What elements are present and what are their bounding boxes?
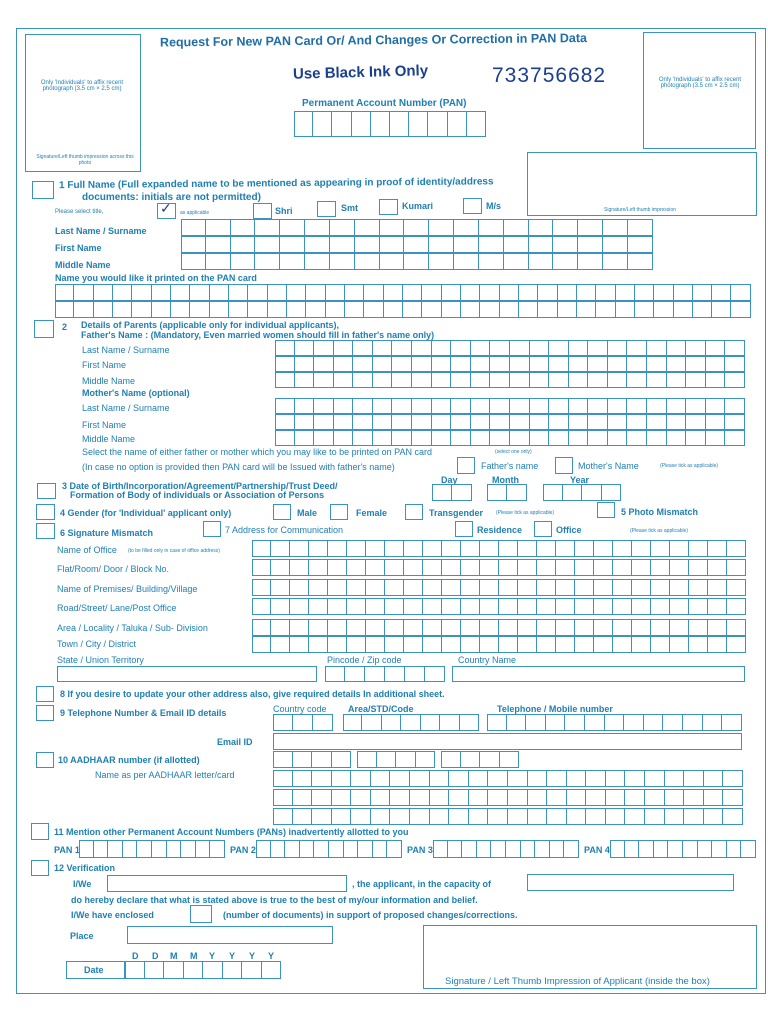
pan4-grid[interactable] (610, 840, 756, 858)
section3-heading: 3 Date of Birth/Incorporation/Agreement/Partnership/Trust Deed/ (62, 481, 338, 491)
area-label: Area / Locality / Taluka / Sub- Division (57, 623, 208, 633)
middle-name-label: Middle Name (55, 260, 111, 270)
pan-number-grid[interactable] (294, 111, 486, 137)
email-label: Email ID (217, 737, 253, 747)
select-one-note: (select one only) (495, 449, 532, 455)
mother-first-grid[interactable] (275, 414, 745, 430)
father-heading: Father's Name : (Mandatory, Even married women should fill in father's name only) (81, 330, 435, 340)
residence-label: Residence (477, 525, 523, 535)
aadhaar-name-grid-1[interactable] (273, 770, 743, 787)
section10-checkbox[interactable] (36, 752, 54, 768)
date-format-d2: D (152, 951, 159, 961)
aadhaar-grid-3[interactable] (441, 751, 519, 768)
father-first-label: First Name (82, 360, 127, 370)
mother-middle-label: Middle Name (82, 434, 136, 444)
section12-checkbox[interactable] (31, 860, 49, 876)
title-smt-checkbox[interactable] (317, 201, 336, 217)
form-number: 733756682 (492, 64, 607, 87)
mother-heading: Mother's Name (optional) (82, 388, 190, 398)
father-option-label: Father's name (481, 461, 539, 471)
as-applicable-note: as applicable (180, 210, 210, 216)
pan1-label: PAN 1 (54, 845, 80, 855)
verification-heading: 12 Verification (54, 863, 116, 873)
case-text: (In case no option is provided then PAN card will be Issued with father's name) (82, 462, 395, 472)
select-name-text: Select the name of either father or mother which you may like to be printed on PAN card (82, 447, 433, 457)
dob-day-grid[interactable] (432, 484, 472, 501)
office-name-note: (to be filled only in case of office address) (128, 548, 220, 554)
section4-heading: 4 Gender (for 'Individual' applicant only) (60, 508, 232, 518)
father-middle-label: Middle Name (82, 376, 136, 386)
print-name-grid-row1[interactable] (55, 284, 751, 301)
father-first-grid[interactable] (275, 356, 745, 372)
first-name-label: First Name (55, 243, 102, 253)
declaration-text: do hereby declare that what is stated above is true to the best of my/our information and belief. (71, 895, 478, 905)
section2-heading: Details of Parents (applicable only for individual applicants), (81, 320, 340, 330)
premises-grid[interactable] (252, 579, 746, 596)
title-smt: Smt (341, 203, 359, 213)
pan3-grid[interactable] (433, 840, 579, 858)
state-label: State / Union Territory (57, 655, 144, 665)
pincode-grid[interactable] (325, 666, 445, 682)
town-grid[interactable] (252, 636, 746, 653)
phone-grid[interactable] (487, 714, 742, 731)
office-checkbox[interactable] (534, 521, 552, 537)
gender-male-checkbox[interactable] (273, 504, 291, 520)
signature-note-left: Signature/Left thumb impression across this photo (36, 154, 134, 166)
father-middle-grid[interactable] (275, 372, 745, 388)
pan2-grid[interactable] (256, 840, 402, 858)
aadhaar-grid-1[interactable] (273, 751, 351, 768)
capacity-label: , the applicant, in the capacity of (352, 879, 492, 889)
applicant-signature-label: Signature / Left Thumb Impression of Applicant (inside the box) (445, 976, 710, 987)
enclosed-label: I/We have enclosed (71, 910, 154, 920)
section1-heading: 1 Full Name (Full expanded name to be mentioned as appearing in proof of identity/address (58, 176, 494, 192)
iwe-label: I/We (73, 879, 92, 889)
pan3-label: PAN 3 (407, 845, 433, 855)
flat-grid[interactable] (252, 559, 746, 576)
title-ms: M/s (486, 201, 502, 211)
date-format-m1: M (170, 951, 178, 961)
mother-option-checkbox[interactable] (555, 457, 573, 474)
dob-year-grid[interactable] (543, 484, 621, 501)
section7-checkbox[interactable] (203, 521, 221, 537)
date-label: Date (84, 965, 104, 975)
section2-checkbox[interactable] (34, 320, 54, 338)
tick-note-7: (Please tick as applicable) (630, 528, 689, 534)
title-kumari: Kumari (402, 201, 434, 211)
mother-last-grid[interactable] (275, 398, 745, 414)
pan2-label: PAN 2 (230, 845, 256, 855)
father-last-grid[interactable] (275, 340, 745, 356)
section8-text: 8 If you desire to update your other address also, give required details In additional sheet. (60, 689, 445, 699)
father-option-checkbox[interactable] (457, 457, 475, 474)
title-shri-checkbox[interactable] (253, 203, 272, 219)
country-code-grid[interactable] (273, 714, 333, 731)
select-title-note: Please select title, (55, 209, 104, 215)
section1-checkbox[interactable] (32, 181, 54, 199)
title-shri: Shri (275, 206, 293, 216)
phone-label: Telephone / Mobile number (497, 704, 613, 714)
gender-female-label: Female (356, 508, 388, 518)
father-last-label: Last Name / Surname (82, 345, 170, 355)
section3-heading2: Formation of Body of individuals or Association of Persons (70, 490, 325, 500)
aadhaar-grid-2[interactable] (357, 751, 435, 768)
road-grid[interactable] (252, 598, 746, 615)
first-name-grid[interactable] (181, 236, 653, 253)
mother-option-label: Mother's Name (578, 461, 639, 471)
email-field[interactable] (273, 733, 742, 750)
date-format-y4: Y (268, 951, 275, 961)
area-code-label: Area/STD/Code (348, 704, 414, 714)
photo-note-left: Only 'Individuals' to affix recent photograph (3.5 cm × 2.5 cm) (40, 80, 124, 92)
capacity-field[interactable] (527, 874, 734, 891)
area-grid[interactable] (252, 619, 746, 636)
last-name-grid[interactable] (181, 219, 653, 236)
premises-label: Name of Premises/ Building/Village (57, 584, 198, 594)
dob-month-grid[interactable] (487, 484, 527, 501)
last-name-label: Last Name / Surname (55, 226, 147, 236)
tick-note-4: (Please tick as applicable) (496, 510, 555, 516)
place-field[interactable] (127, 926, 333, 944)
applicant-name-field[interactable] (107, 875, 347, 892)
tick-note-2: (Please tick as applicable) (660, 463, 719, 469)
country-code-label: Country code (273, 704, 327, 714)
mother-middle-grid[interactable] (275, 430, 745, 446)
road-label: Road/Street/ Lane/Post Office (57, 603, 177, 613)
date-format-m2: M (190, 951, 198, 961)
section8-checkbox[interactable] (36, 686, 54, 702)
office-label: Office (556, 525, 582, 535)
aadhaar-name-grid-2[interactable] (273, 789, 743, 806)
section1-heading2: documents: initials are not permitted) (82, 192, 261, 203)
pan4-label: PAN 4 (584, 845, 610, 855)
mother-first-label: First Name (82, 420, 127, 430)
pincode-label: Pincode / Zip code (327, 655, 402, 665)
documents-count-box[interactable] (190, 905, 212, 923)
dob-day-label: Day (441, 475, 458, 485)
gender-transgender-label: Transgender (429, 508, 484, 518)
date-format-d1: D (132, 951, 139, 961)
photo-mismatch-checkbox[interactable] (597, 502, 615, 518)
signature-note-right: Signature/Left thumb impression (604, 207, 676, 213)
dob-year-label: Year (570, 475, 590, 485)
title-ms-checkbox[interactable] (463, 198, 482, 214)
print-name-label: Name you would like it printed on the PAN card (55, 273, 257, 283)
section3-checkbox[interactable] (37, 483, 56, 499)
gender-male-label: Male (297, 508, 318, 518)
tick-icon: ✓ (160, 200, 172, 216)
section9-heading: 9 Telephone Number & Email ID details (60, 708, 227, 718)
section2-number: 2 (62, 322, 68, 332)
residence-checkbox[interactable] (455, 521, 473, 537)
photo-box-right[interactable] (643, 32, 756, 149)
section9-checkbox[interactable] (36, 705, 54, 721)
section6-checkbox[interactable] (36, 523, 55, 539)
date-format-y2: Y (229, 951, 236, 961)
area-code-grid[interactable] (343, 714, 479, 731)
title-kumari-checkbox[interactable] (379, 199, 398, 215)
pan1-grid[interactable] (79, 840, 225, 858)
section11-checkbox[interactable] (31, 823, 49, 840)
print-name-grid-row2[interactable] (55, 301, 751, 318)
country-label: Country Name (458, 655, 517, 665)
town-label: Town / City / District (57, 639, 137, 649)
dob-month-label: Month (492, 475, 519, 485)
date-grid[interactable] (125, 961, 281, 979)
photo-note-right: Only 'Individuals' to affix recent photograph (3.5 cm × 2.5 cm) (658, 77, 742, 89)
state-field[interactable] (57, 666, 317, 682)
aadhaar-name-label: Name as per AADHAAR letter/card (95, 770, 235, 780)
ink-note: Use Black Ink Only (292, 62, 429, 83)
section11-heading: 11 Mention other Permanent Account Numbers (PANs) inadvertently allotted to you (54, 827, 409, 837)
form-title: Request For New PAN Card Or/ And Changes Or Correction in PAN Data (159, 30, 587, 50)
aadhaar-name-grid-3[interactable] (273, 808, 743, 825)
flat-label: Flat/Room/ Door / Block No. (57, 564, 170, 574)
middle-name-grid[interactable] (181, 253, 653, 270)
date-format-y3: Y (249, 951, 256, 961)
office-name-grid[interactable] (252, 540, 746, 557)
mother-last-label: Last Name / Surname (82, 403, 170, 413)
place-label: Place (70, 931, 94, 941)
aadhaar-heading: 10 AADHAAR number (if allotted) (58, 755, 200, 765)
country-field[interactable] (452, 666, 745, 682)
documents-text: (number of documents) in support of proposed changes/corrections. (223, 910, 518, 920)
photo-box-left[interactable] (25, 34, 141, 172)
office-name-label: Name of Office (57, 545, 117, 555)
gender-female-checkbox[interactable] (330, 504, 348, 520)
signature-mismatch-label: 6 Signature Mismatch (60, 528, 154, 538)
photo-mismatch-label: 5 Photo Mismatch (621, 507, 699, 517)
pan-label: Permanent Account Number (PAN) (302, 98, 467, 109)
gender-transgender-checkbox[interactable] (405, 504, 423, 520)
address-communication-label: 7 Address for Communication (225, 525, 344, 535)
section4-checkbox[interactable] (36, 504, 55, 520)
date-format-y1: Y (209, 951, 216, 961)
